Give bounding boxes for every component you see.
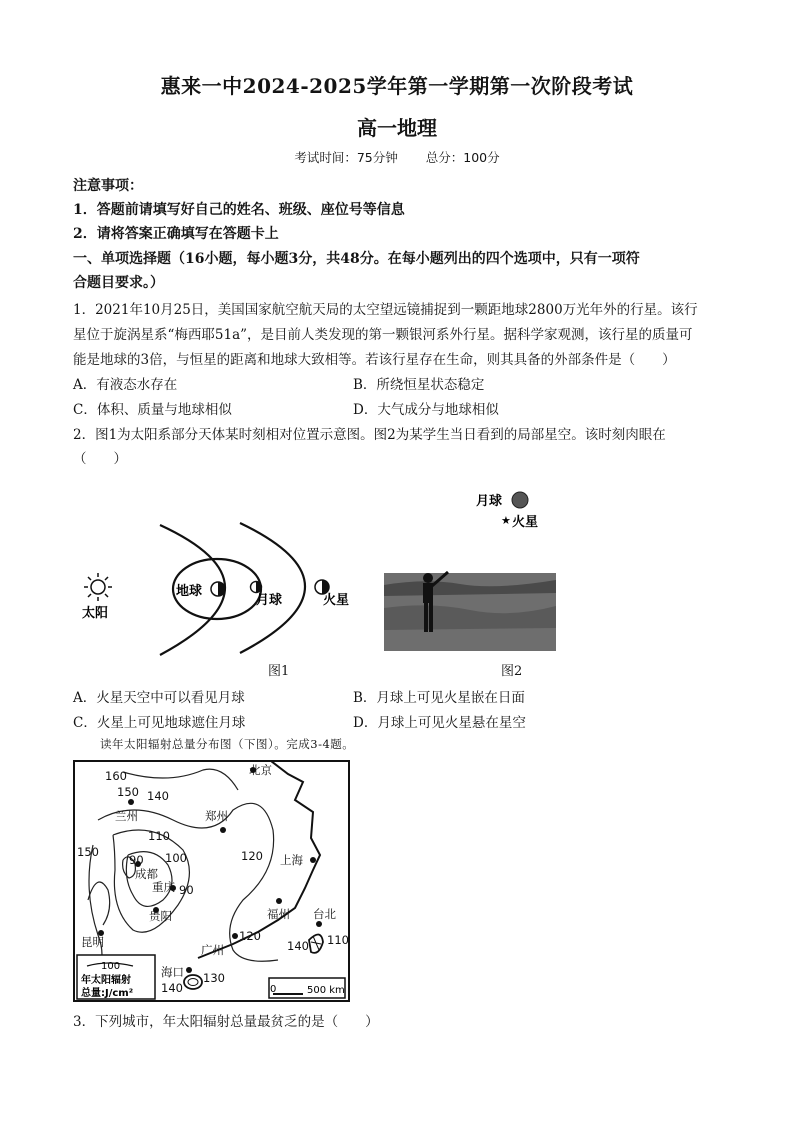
fig2-moon-label: 月球 — [476, 494, 503, 509]
exam-time: 考试时间：75分钟 — [294, 150, 398, 165]
contour-value: 130 — [203, 971, 225, 985]
scale-label: 500 km — [307, 985, 345, 996]
contour-value: 120 — [239, 929, 261, 943]
note-item: 2．请将答案正确填写在答题卡上 — [73, 226, 279, 242]
contour-value: 90 — [129, 853, 144, 867]
mars-icon — [315, 580, 329, 594]
q2-option-b: B．月球上可见火星嵌在日面 — [353, 690, 525, 706]
figure-1-caption: 图1 — [268, 664, 290, 679]
contour-value: 140 — [147, 789, 169, 803]
contour-value: 140 — [287, 939, 309, 953]
sun-icon — [84, 573, 112, 601]
city-label: 郑州 — [205, 809, 228, 823]
q2-text: （ ） — [73, 451, 127, 467]
city-label: 兰州 — [115, 809, 138, 823]
contour-value: 110 — [327, 933, 349, 947]
q1-option-d: D．大气成分与地球相似 — [353, 402, 499, 418]
exam-subtitle: 高一地理 — [357, 116, 437, 140]
q3-text: 3．下列城市，年太阳辐射总量最贫乏的是（ ） — [73, 1014, 379, 1030]
earth-label: 地球 — [176, 584, 203, 599]
contour-value: 160 — [105, 769, 127, 783]
city-label: 福州 — [267, 907, 290, 921]
q1-option-b: B．所绕恒星状态稳定 — [353, 377, 485, 393]
city-label: 广州 — [201, 943, 224, 957]
city-label: 海口 — [161, 965, 184, 979]
contour-value: 150 — [77, 845, 99, 859]
fig2-mars-label: 火星 — [512, 515, 539, 530]
city-label: 成都 — [135, 867, 158, 881]
q2-option-a: A．火星天空中可以看见月球 — [73, 690, 245, 706]
moon-label: 月球 — [256, 593, 283, 608]
solar-radiation-map — [73, 760, 350, 1002]
notes-heading: 注意事项： — [73, 178, 143, 194]
mars-orbit — [240, 523, 305, 653]
earth-icon — [211, 582, 225, 596]
legend-value: 100 — [101, 961, 121, 972]
city-label: 台北 — [313, 907, 336, 921]
q1-option-a: A．有液态水存在 — [73, 377, 178, 393]
q2-option-d: D．月球上可见火星悬在星空 — [353, 715, 526, 731]
city-label: 重庆 — [152, 880, 175, 894]
note-item: 1．答题前请填写好自己的姓名、班级、座位号等信息 — [73, 202, 405, 218]
contour-value: 100 — [165, 851, 187, 865]
contour-value: 110 — [148, 829, 170, 843]
moon-icon — [251, 582, 262, 593]
exam-score: 总分：100分 — [425, 150, 500, 165]
map-intro: 读年太阳辐射总量分布图（下图）。完成3-4题。 — [100, 737, 355, 751]
figure-2-sky-photo — [380, 488, 560, 653]
q1-text: 能是地球的3倍，与恒星的距离和地球大致相等。若该行星存在生命，则其具备的外部条件是（ ） — [73, 352, 676, 368]
contour-value: 150 — [117, 785, 139, 799]
exam-title: 惠来一中2024-2025学年第一学期第一次阶段考试 — [160, 74, 634, 98]
hainan-island — [184, 975, 202, 989]
contour-value: 90 — [179, 883, 194, 897]
figure-1-orbit-diagram — [70, 505, 370, 660]
city-label: 北京 — [249, 763, 272, 777]
mars-label: 火星 — [323, 593, 350, 608]
q2-option-c: C．火星上可见地球遮住月球 — [73, 715, 246, 731]
city-label: 昆明 — [81, 935, 104, 949]
figure-2-caption: 图2 — [501, 664, 523, 679]
section-heading-cont: 合题目要求。） — [73, 275, 164, 291]
moon-icon — [512, 492, 528, 508]
star-icon: ★ — [501, 514, 511, 527]
city-label: 贵阳 — [149, 909, 172, 923]
legend-unit: 总量:J/cm² — [81, 988, 134, 999]
q1-option-c: C．体积、质量与地球相似 — [73, 402, 232, 418]
contour-value: 140 — [161, 981, 183, 995]
section-heading: 一、单项选择题（16小题，每小题3分，共48分。在每小题列出的四个选项中，只有一项符 — [73, 251, 640, 267]
q2-text: 2．图1为太阳系部分天体某时刻相对位置示意图。图2为某学生当日看到的局部星空。该时刻肉眼在 — [73, 427, 666, 443]
scale-zero: 0 — [270, 984, 277, 995]
q1-text: 1．2021年10月25日，美国国家航空航天局的太空望远镜捕捉到一颗距地球2800万光年外的行星。该行 — [73, 302, 698, 318]
exam-meta — [0, 148, 794, 166]
contour-value: 120 — [241, 849, 263, 863]
legend-text: 年太阳辐射 — [81, 975, 131, 986]
q1-text: 星位于旋涡星系“梅西耶51a”，是目前人类发现的第一颗银河系外行星。据科学家观测，该行星的质量可 — [73, 327, 693, 343]
city-label: 上海 — [280, 853, 303, 867]
sun-label: 太阳 — [82, 606, 109, 621]
